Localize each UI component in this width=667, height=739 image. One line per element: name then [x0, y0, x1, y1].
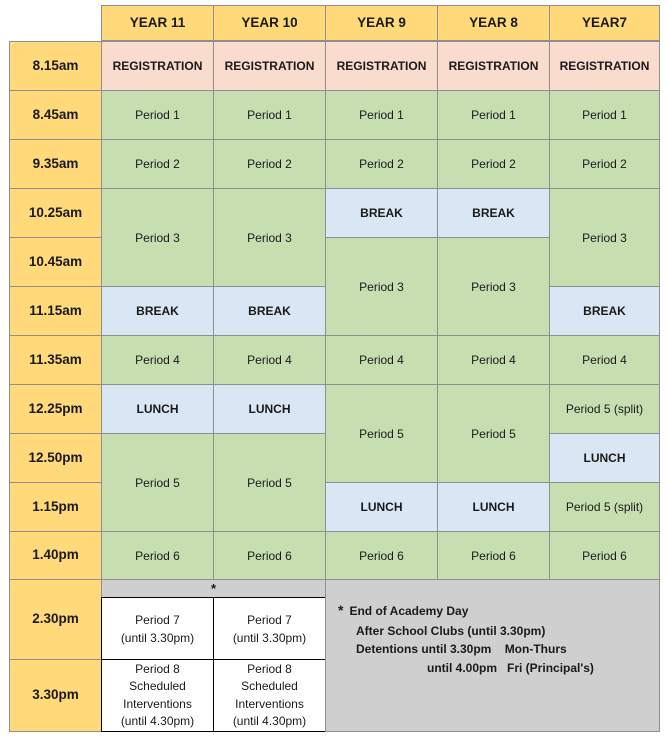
period-cell [437, 90, 550, 140]
period-cell [437, 237, 550, 336]
period-label: Period 7 [135, 612, 180, 627]
period-cell [213, 139, 326, 189]
time-label: 1.40pm [32, 547, 79, 563]
asterisk-mark: * [210, 581, 217, 596]
period-scheduled-label: Scheduled [241, 679, 298, 694]
header-label: YEAR 11 [129, 14, 186, 30]
period-until-label: (until 4.30pm) [232, 713, 307, 728]
period-cell [549, 384, 660, 434]
period-label: Period 2 [135, 157, 180, 171]
notes-detentions-fri: until 4.00pm Fri (Principal's) [427, 660, 594, 675]
lunch-label: LUNCH [472, 500, 515, 514]
time-label: 8.45am [32, 106, 79, 122]
period-label: Period 3 [135, 230, 180, 245]
period-cell [549, 139, 660, 189]
header-year-11 [101, 5, 214, 41]
period-cell [325, 90, 438, 140]
break-label: BREAK [472, 206, 515, 220]
lunch-cell [325, 482, 438, 532]
period-label: Period 5 (split) [565, 402, 644, 416]
period-cell [549, 335, 660, 385]
time-cell [9, 90, 102, 140]
header-year-7 [549, 5, 660, 41]
break-label: BREAK [583, 304, 626, 318]
time-label: 2.30pm [32, 611, 79, 627]
header-year-9 [325, 5, 438, 41]
lunch-cell [437, 482, 550, 532]
period-until-label: (until 4.30pm) [120, 713, 195, 728]
registration-cell [325, 41, 438, 91]
time-label: 9.35am [32, 155, 79, 171]
lunch-label: LUNCH [136, 402, 179, 416]
period-label: Period 1 [582, 108, 627, 122]
break-label: BREAK [360, 206, 403, 220]
period-label: Period 6 [247, 548, 292, 563]
notes-body [338, 600, 594, 677]
lunch-label: LUNCH [583, 451, 626, 465]
time-cell [9, 188, 102, 238]
period-8-cell [213, 659, 326, 732]
lunch-cell [549, 433, 660, 483]
time-label: 10.45am [28, 253, 83, 269]
registration-cell [101, 41, 214, 91]
break-cell [325, 188, 438, 238]
period-cell [549, 531, 660, 580]
notes-line-end-of-day [338, 600, 594, 622]
asterisk-bar [101, 579, 326, 598]
period-cell [213, 433, 326, 532]
lunch-cell [213, 384, 326, 434]
period-cell [101, 433, 214, 532]
time-cell [9, 433, 102, 483]
period-label: Period 5 [471, 426, 516, 441]
period-label: Period 1 [135, 108, 180, 122]
period-label: Period 3 [359, 279, 404, 294]
period-cell [549, 188, 660, 287]
registration-label: REGISTRATION [336, 59, 427, 73]
period-label: Period 4 [471, 353, 516, 367]
time-cell [9, 659, 102, 732]
registration-cell [437, 41, 550, 91]
period-label: Period 4 [582, 353, 627, 367]
period-interventions-label: Interventions [235, 696, 304, 711]
period-label: Period 2 [471, 157, 516, 171]
notes-clubs: After School Clubs (until 3.30pm) [356, 623, 546, 638]
period-cell [325, 384, 438, 483]
break-label: BREAK [248, 304, 291, 318]
time-cell [9, 531, 102, 580]
notes-line-detentions-fri [338, 659, 594, 678]
period-label: Period 8 [247, 661, 292, 676]
period-label: Period 6 [471, 548, 516, 563]
period-label: Period 6 [135, 548, 180, 563]
period-cell [101, 188, 214, 287]
period-interventions-label: Interventions [123, 696, 192, 711]
registration-cell [549, 41, 660, 91]
time-cell [9, 237, 102, 287]
period-label: Period 3 [247, 230, 292, 245]
header-label: YEAR 10 [241, 14, 298, 30]
period-cell [101, 531, 214, 580]
time-label: 1.15pm [32, 498, 79, 514]
notes-panel [325, 579, 660, 732]
period-cell [325, 335, 438, 385]
period-until-label: (until 3.30pm) [232, 630, 307, 645]
period-label: Period 4 [135, 353, 180, 367]
break-cell [437, 188, 550, 238]
period-8-cell [101, 659, 214, 732]
break-label: BREAK [136, 304, 179, 318]
period-scheduled-label: Scheduled [129, 679, 186, 694]
period-label: Period 6 [582, 548, 627, 563]
period-cell [213, 335, 326, 385]
period-cell [325, 531, 438, 580]
lunch-label: LUNCH [360, 500, 403, 514]
period-cell [213, 188, 326, 287]
registration-label: REGISTRATION [559, 59, 650, 73]
registration-label: REGISTRATION [112, 59, 203, 73]
header-year-10 [213, 5, 326, 41]
period-cell [101, 335, 214, 385]
period-cell [437, 335, 550, 385]
time-cell [9, 579, 102, 660]
period-cell [437, 531, 550, 580]
period-label: Period 7 [247, 612, 292, 627]
time-cell [9, 286, 102, 336]
header-label: YEAR7 [581, 14, 627, 30]
registration-cell [213, 41, 326, 91]
period-until-label: (until 3.30pm) [120, 630, 195, 645]
period-cell [549, 90, 660, 140]
period-label: Period 5 [247, 475, 292, 490]
time-label: 10.25am [28, 204, 83, 220]
period-cell [213, 531, 326, 580]
header-year-8 [437, 5, 550, 41]
break-cell [213, 286, 326, 336]
time-label: 12.50pm [28, 449, 83, 465]
period-label: Period 1 [359, 108, 404, 122]
time-label: 12.25pm [28, 400, 83, 416]
period-label: Period 2 [359, 157, 404, 171]
period-cell [101, 139, 214, 189]
lunch-label: LUNCH [248, 402, 291, 416]
period-label: Period 5 (split) [565, 500, 644, 514]
time-label: 8.15am [32, 57, 79, 73]
period-cell [549, 482, 660, 532]
period-label: Period 1 [247, 108, 292, 122]
time-label: 11.15am [29, 302, 82, 318]
period-label: Period 1 [471, 108, 516, 122]
period-label: Period 2 [247, 157, 292, 171]
time-cell [9, 482, 102, 532]
time-cell [9, 384, 102, 434]
break-cell [101, 286, 214, 336]
period-cell [101, 90, 214, 140]
notes-detentions: Detentions until 3.30pm Mon-Thurs [356, 642, 567, 657]
time-cell [9, 41, 102, 91]
period-label: Period 4 [247, 353, 292, 367]
period-label: Period 3 [582, 230, 627, 245]
period-cell [325, 139, 438, 189]
break-cell [549, 286, 660, 336]
period-label: Period 5 [359, 426, 404, 441]
period-7-cell [101, 597, 214, 660]
period-cell [213, 90, 326, 140]
notes-line-clubs [338, 622, 594, 641]
time-cell [9, 335, 102, 385]
notes-end-of-day: End of Academy Day [349, 604, 469, 618]
time-label: 11.35am [29, 351, 82, 367]
notes-line-detentions [338, 640, 594, 659]
registration-label: REGISTRATION [448, 59, 539, 73]
header-label: YEAR 8 [469, 14, 518, 30]
header-label: YEAR 9 [357, 14, 406, 30]
period-cell [325, 237, 438, 336]
asterisk-mark: * [338, 602, 344, 618]
time-cell [9, 139, 102, 189]
period-label: Period 8 [135, 661, 180, 676]
period-label: Period 4 [359, 353, 404, 367]
period-label: Period 3 [471, 279, 516, 294]
period-cell [437, 384, 550, 483]
period-7-cell [213, 597, 326, 660]
registration-label: REGISTRATION [224, 59, 315, 73]
period-label: Period 6 [359, 548, 404, 563]
period-label: Period 5 [135, 475, 180, 490]
period-label: Period 2 [582, 157, 627, 171]
time-label: 3.30pm [32, 687, 79, 703]
period-cell [437, 139, 550, 189]
lunch-cell [101, 384, 214, 434]
